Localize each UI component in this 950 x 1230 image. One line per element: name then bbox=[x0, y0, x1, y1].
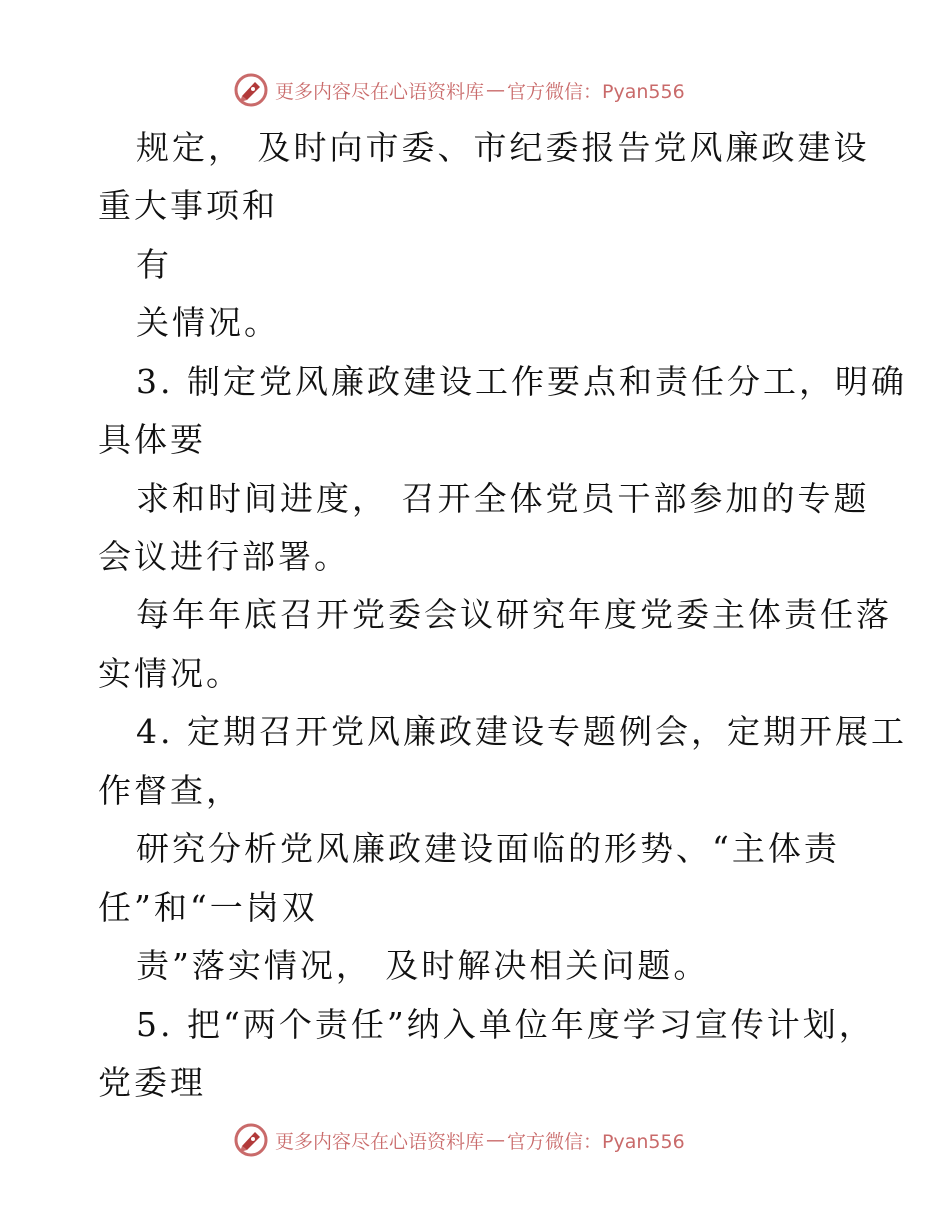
text-line: 党委理 bbox=[98, 1063, 206, 1102]
text-line: 4. 定期召开党风廉政建设专题例会，定期开展工 bbox=[136, 712, 907, 751]
text-line: 任”和“一岗双 bbox=[98, 888, 318, 927]
text-line: 重大事项和 bbox=[98, 186, 278, 225]
watermark-wechat: 官方微信：Pyan556 bbox=[507, 1130, 685, 1153]
footer-watermark bbox=[233, 1120, 685, 1160]
text-line: 规定， 及时向市委、市纪委报告党风廉政建设 bbox=[136, 128, 870, 167]
pen-nib-icon bbox=[233, 1122, 269, 1158]
text-line: 研究分析党风廉政建设面临的形势、“主体责 bbox=[136, 829, 840, 868]
watermark-text: 更多内容尽在心语资料库 bbox=[275, 80, 485, 103]
watermark-text: 更多内容尽在心语资料库 bbox=[275, 1130, 485, 1153]
text-line: 3. 制定党风廉政建设工作要点和责任分工，明确 bbox=[136, 362, 907, 401]
watermark-separator: — bbox=[486, 1129, 506, 1151]
text-line: 作督查， bbox=[98, 771, 242, 810]
text-line: 实情况。 bbox=[98, 654, 242, 693]
text-line: 求和时间进度， 召开全体党员干部参加的专题 bbox=[136, 479, 870, 518]
watermark-wechat: 官方微信：Pyan556 bbox=[507, 80, 685, 103]
text-line: 有 bbox=[136, 245, 172, 284]
text-line: 责”落实情况， 及时解决相关问题。 bbox=[136, 946, 710, 985]
text-line: 具体要 bbox=[98, 420, 206, 459]
text-line: 会议进行部署。 bbox=[98, 537, 350, 576]
text-line: 每年年底召开党委会议研究年度党委主体责任落 bbox=[136, 595, 892, 634]
text-line: 关情况。 bbox=[136, 303, 280, 342]
text-line: 5. 把“两个责任”纳入单位年度学习宣传计划， bbox=[136, 1005, 875, 1044]
watermark-separator: — bbox=[486, 79, 506, 101]
